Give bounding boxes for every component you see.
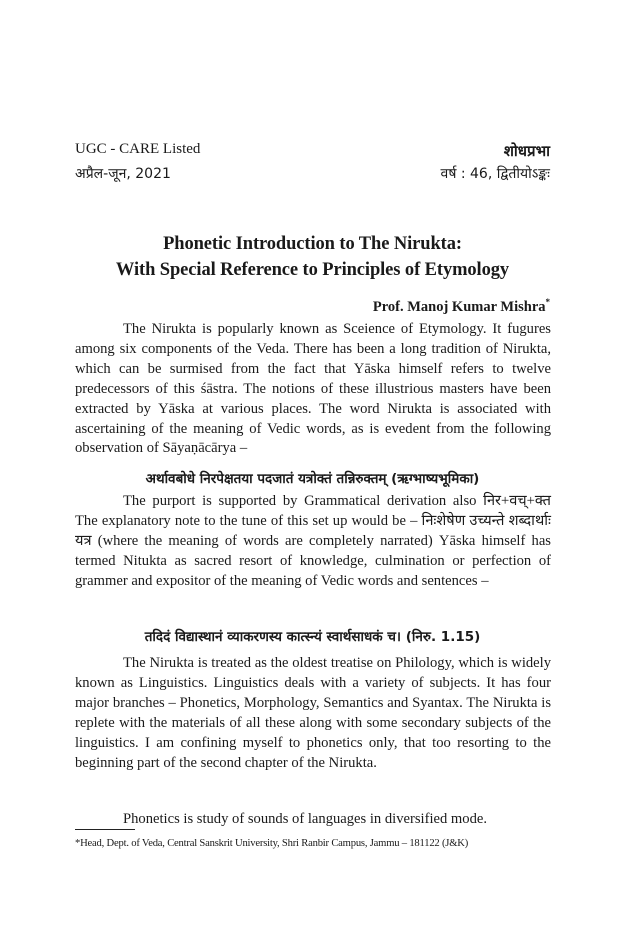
footnote: *Head, Dept. of Veda, Central Sanskrit University, Shri Ranbir Campus, Jammu – 181122 (J&K) [75,838,469,849]
header-journal-name: शोधप्रभा [503,142,550,160]
paragraph-4: Phonetics is study of sounds of languages in diversified mode. [123,811,487,827]
paragraph-2: The purport is supported by Grammatical derivation also निर+वच्+क्त The explanatory note to the tune of this set up would be – निःशेषेण उच्यन्ते शब्दार्थाः यत्र (where the meaning of words are completely narrated) Yāska himself has termed Nitukta as sacred resort of knowledge, culmination or perfection of grammer and expositor of the meaning of Vedic words and sentences – [75,493,551,589]
header-volume: वर्ष : 46, द्वितीयोऽङ्कः [440,166,550,182]
sanskrit-quote-2: तदिदं विद्यास्थानं व्याकरणस्य कात्स्न्यं स्वार्थसाधकं च। (निरु. 1.15) [144,629,481,645]
header-listing: UGC - CARE Listed [75,141,201,157]
author-name-text: Prof. Manoj Kumar Mishra [372,298,546,315]
author-footnote-mark: * [545,297,550,307]
sanskrit-quote-1: अर्थावबोधे निरपेक्षतया पदजातं यत्रोक्तं तन्निरुक्तम् (ऋग्भाष्यभूमिका) [145,471,480,487]
header-issue-date: अप्रैल-जून, 2021 [75,166,171,182]
paragraph-3: The Nirukta is treated as the oldest treatise on Philology, which is widely known as Linguistics. Linguistics deals with a variety of subjects. It has four major branches – Phonetics, Morphology, Semantics and Syantax. The Nirukta is replete with the materials of all these along with some secondary subjects of the linguistics. I am confining myself to phonetics only, that too resorting to the beginning part of the second chapter of the Nirukta. [75,655,551,771]
footnote-divider [75,829,135,830]
article-title-line1: Phonetic Introduction to The Nirukta: [163,234,462,254]
author-name [373,297,550,316]
paragraph-1: The Nirukta is popularly known as Sceience of Etymology. It fugures among six components of the Veda. There has been a long tradition of Nirukta, which can be surmised from the fact that Yāska himself refers to twelve predecessors of this śāstra. The notions of these illustrious masters have been extracted by Yāska at various places. The word Nirukta is associated with ascertaining of the meaning of Vedic words, as is evedent from the following observation of Sāyaṇācārya – [75,321,551,457]
article-title-line2: With Special Reference to Principles of Etymology [115,260,510,280]
